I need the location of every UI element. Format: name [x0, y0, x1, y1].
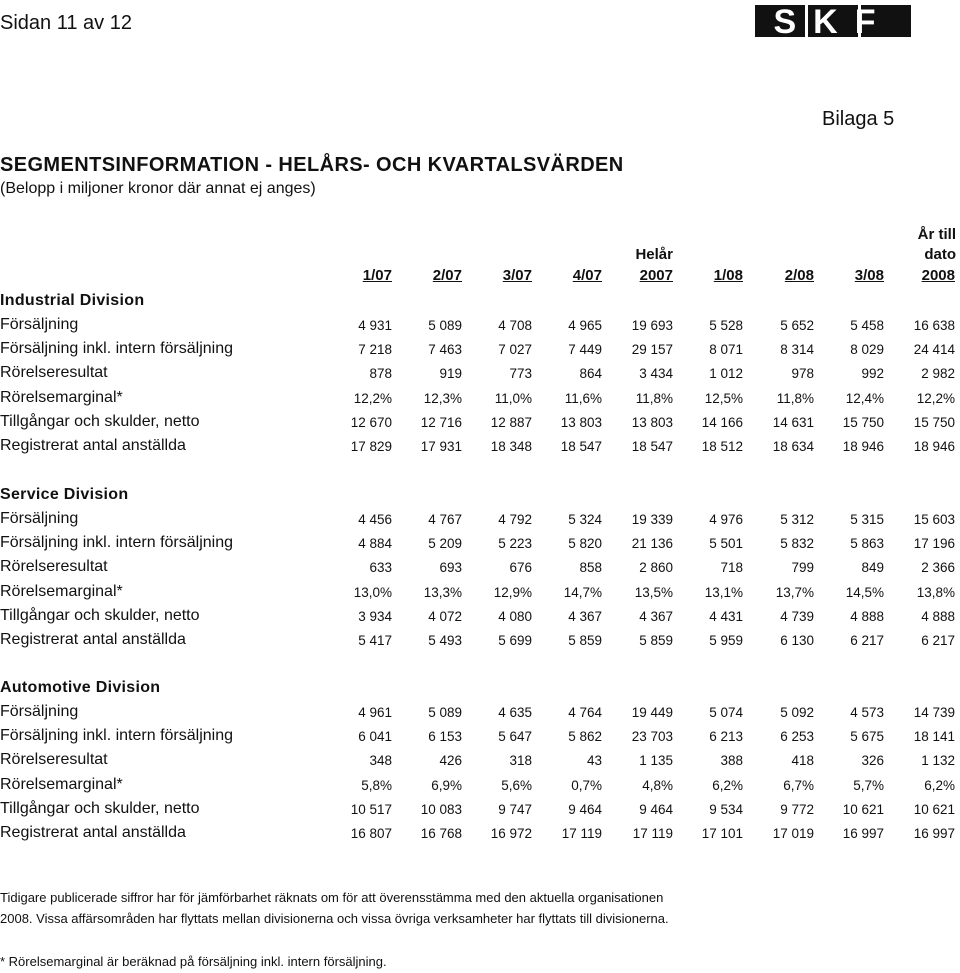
table-cell: 12,2% [353, 390, 392, 406]
table-cell: 1 132 [921, 753, 955, 769]
table-cell: 4 884 [358, 536, 392, 552]
table-cell: 6,7% [783, 777, 814, 793]
table-cell: 4 888 [921, 608, 955, 624]
table-cell: 14,7% [563, 584, 602, 600]
column-header: 2008 [921, 267, 955, 284]
table-cell: 1 135 [639, 753, 673, 769]
table-cell: 15 750 [913, 414, 955, 430]
table-cell: 17 196 [913, 536, 955, 552]
table-cell: 12,9% [493, 584, 532, 600]
table-cell: 978 [791, 366, 814, 382]
table-cell: 4 965 [568, 318, 602, 333]
table-row [0, 437, 960, 459]
table-cell: 388 [720, 753, 743, 769]
table-cell: 16 768 [420, 826, 462, 841]
table-cell: 1 012 [709, 366, 743, 382]
table-row [0, 340, 960, 362]
section-title: Service Division [0, 486, 129, 503]
table-cell: 17 101 [701, 826, 743, 841]
column-header: 3/07 [502, 267, 532, 284]
table-cell: 6 153 [428, 729, 462, 745]
table-cell: 12,3% [423, 390, 462, 406]
table-cell: 6,9% [431, 777, 462, 793]
table-cell: 7 218 [358, 342, 392, 358]
row-label: Tillgångar och skulder, netto [0, 412, 200, 430]
table-cell: 4 767 [428, 512, 462, 527]
table-cell: 17 119 [561, 826, 602, 841]
table-cell: 318 [509, 753, 532, 769]
table-cell: 5 859 [568, 633, 602, 648]
table-cell: 19 449 [631, 705, 673, 720]
table-cell: 6 217 [921, 633, 955, 648]
table-cell: 5 528 [709, 318, 743, 333]
table-row [0, 558, 960, 580]
table-cell: 9 747 [498, 801, 532, 817]
table-cell: 849 [861, 560, 884, 576]
row-label: Rörelseresultat [0, 364, 108, 382]
table-row [0, 776, 960, 798]
table-cell: 12,5% [704, 390, 743, 406]
table-cell: 5,7% [853, 777, 884, 793]
table-cell: 326 [861, 753, 884, 769]
table-cell: 18 512 [701, 439, 743, 454]
table-row [0, 800, 960, 822]
row-label: Försäljning [0, 703, 79, 720]
table-cell: 5 223 [498, 536, 532, 552]
section-title: Automotive Division [0, 679, 161, 696]
table-cell: 5 312 [780, 512, 814, 527]
table-cell: 9 464 [568, 801, 602, 817]
footnote-reclassification-1: Tidigare publicerade siffror har för jämförbarhet räknats om för att överensstämma med den aktuella organisationen [0, 890, 664, 905]
svg-text:SKF: SKF [773, 3, 893, 41]
table-cell: 2 982 [921, 366, 955, 382]
table-cell: 12,4% [845, 390, 884, 406]
table-cell: 13,3% [423, 584, 462, 600]
table-cell: 16 972 [490, 826, 532, 841]
page-number: Sidan 11 av 12 [0, 12, 132, 34]
table-cell: 2 860 [639, 560, 673, 576]
row-label: Rörelsemarginal* [0, 388, 123, 406]
table-cell: 5 458 [850, 318, 884, 333]
table-cell: 4 888 [850, 608, 884, 624]
table-cell: 13,0% [353, 584, 392, 600]
table-cell: 17 019 [772, 826, 814, 841]
table-cell: 5 315 [850, 512, 884, 527]
table-cell: 7 463 [428, 342, 462, 358]
table-cell: 5,6% [501, 777, 532, 793]
table-row [0, 413, 960, 435]
row-label: Rörelseresultat [0, 751, 108, 769]
table-row [0, 364, 960, 386]
row-label: Försäljning [0, 316, 79, 333]
table-cell: 5 959 [709, 633, 743, 648]
table-row [0, 631, 960, 653]
section-title: Industrial Division [0, 292, 145, 309]
table-cell: 18 348 [490, 439, 532, 454]
table-cell: 418 [791, 753, 814, 769]
table-cell: 13,1% [704, 584, 743, 600]
row-label: Registrerat antal anställda [0, 437, 186, 454]
table-cell: 3 934 [358, 608, 392, 624]
column-header: 2007 [639, 267, 673, 284]
row-label: Rörelseresultat [0, 558, 108, 576]
table-cell: 14 739 [913, 705, 955, 720]
table-row [0, 316, 960, 338]
table-cell: 718 [720, 560, 743, 576]
table-cell: 4 367 [568, 608, 602, 624]
table-cell: 4 961 [358, 705, 392, 720]
table-cell: 18 634 [772, 439, 814, 454]
table-row [0, 510, 960, 532]
table-cell: 24 414 [913, 342, 955, 358]
table-cell: 858 [579, 560, 602, 576]
footnote-margin-definition: * Rörelsemarginal är beräknad på försäljning inkl. intern försäljning. [0, 954, 387, 969]
table-cell: 23 703 [631, 729, 673, 745]
table-cell: 13 803 [560, 414, 602, 430]
table-cell: 18 547 [631, 439, 673, 454]
table-cell: 7 027 [498, 342, 532, 358]
table-row [0, 389, 960, 411]
column-group-ytd-line2: dato [924, 246, 956, 263]
table-cell: 5 493 [428, 633, 462, 648]
table-cell: 4 976 [709, 512, 743, 527]
table-cell: 878 [369, 366, 392, 382]
table-cell: 4 764 [568, 705, 602, 720]
table-cell: 773 [509, 366, 532, 382]
table-cell: 13 803 [631, 414, 673, 430]
table-cell: 6 217 [850, 633, 884, 648]
table-cell: 5 501 [709, 536, 743, 552]
table-cell: 4 080 [498, 608, 532, 624]
table-cell: 5 324 [568, 512, 602, 527]
table-cell: 43 [586, 753, 602, 769]
table-cell: 5 699 [498, 633, 532, 648]
table-cell: 5 089 [428, 705, 462, 720]
table-cell: 5 652 [780, 318, 814, 333]
table-cell: 7 449 [568, 342, 602, 358]
table-cell: 8 314 [780, 342, 814, 358]
table-cell: 4,8% [642, 777, 673, 793]
table-cell: 16 997 [842, 826, 884, 841]
table-cell: 6 130 [780, 633, 814, 648]
table-cell: 12 887 [490, 414, 532, 430]
table-row [0, 824, 960, 846]
table-cell: 10 621 [913, 801, 955, 817]
table-cell: 5 417 [358, 633, 392, 648]
table-row [0, 607, 960, 629]
table-cell: 12,2% [916, 390, 955, 406]
table-cell: 19 693 [631, 318, 673, 333]
column-header: 1/07 [362, 267, 392, 284]
table-cell: 4 072 [428, 608, 462, 624]
table-cell: 18 946 [842, 439, 884, 454]
table-cell: 919 [439, 366, 462, 382]
table-cell: 12 670 [350, 414, 392, 430]
table-row [0, 703, 960, 725]
table-cell: 15 603 [913, 512, 955, 527]
table-cell: 18 547 [560, 439, 602, 454]
column-group-full-year: Helår [635, 246, 673, 263]
page-title: SEGMENTSINFORMATION - HELÅRS- OCH KVARTALSVÄRDEN [0, 154, 624, 176]
table-cell: 11,8% [776, 390, 814, 406]
table-cell: 5 820 [568, 536, 602, 552]
table-cell: 14,5% [845, 584, 884, 600]
table-cell: 2 366 [921, 560, 955, 576]
column-header: 2/08 [784, 267, 814, 284]
table-cell: 864 [579, 366, 602, 382]
table-cell: 6,2% [712, 777, 743, 793]
row-label: Försäljning inkl. intern försäljning [0, 727, 233, 745]
row-label: Försäljning inkl. intern försäljning [0, 534, 233, 552]
table-cell: 6 041 [358, 729, 392, 745]
table-cell: 676 [509, 560, 532, 576]
table-cell: 5 089 [428, 318, 462, 333]
table-cell: 16 638 [913, 318, 955, 333]
table-cell: 5 675 [850, 729, 884, 745]
table-cell: 4 635 [498, 705, 532, 720]
table-cell: 9 772 [780, 801, 814, 817]
table-cell: 17 119 [632, 826, 673, 841]
table-cell: 10 083 [420, 801, 462, 817]
table-row [0, 751, 960, 773]
table-cell: 5 863 [850, 536, 884, 552]
row-label: Tillgångar och skulder, netto [0, 606, 200, 624]
table-cell: 17 829 [350, 439, 392, 454]
table-cell: 8 071 [709, 342, 743, 358]
column-header: 1/08 [713, 267, 743, 284]
table-cell: 13,5% [634, 584, 673, 600]
table-cell: 5 092 [780, 705, 814, 720]
table-cell: 15 750 [842, 414, 884, 430]
skf-logo [752, 1, 914, 41]
table-cell: 6 213 [709, 729, 743, 745]
column-header: 2/07 [432, 267, 462, 284]
footnote-reclassification-2: 2008. Vissa affärsområden har flyttats mellan divisionerna och vissa övriga verksamheter har flyttats till divisionerna. [0, 911, 669, 926]
table-cell: 12 716 [420, 414, 462, 430]
row-label: Registrerat antal anställda [0, 824, 186, 841]
row-label: Rörelsemarginal* [0, 582, 123, 600]
table-cell: 9 464 [639, 801, 673, 817]
table-cell: 426 [439, 753, 462, 769]
table-cell: 0,7% [571, 777, 602, 793]
table-cell: 17 931 [420, 439, 462, 454]
table-cell: 14 166 [701, 414, 743, 430]
row-label: Försäljning [0, 510, 79, 527]
table-cell: 6 253 [780, 729, 814, 745]
table-cell: 799 [791, 560, 814, 576]
table-cell: 29 157 [631, 342, 673, 358]
table-row [0, 583, 960, 605]
table-cell: 18 946 [913, 439, 955, 454]
table-cell: 4 367 [639, 608, 673, 624]
table-cell: 693 [439, 560, 462, 576]
table-cell: 13,7% [775, 584, 814, 600]
table-cell: 16 807 [350, 826, 392, 841]
table-cell: 4 573 [850, 705, 884, 720]
table-cell: 10 621 [842, 801, 884, 817]
column-header: 4/07 [572, 267, 602, 284]
table-cell: 348 [369, 753, 392, 769]
table-cell: 5 859 [639, 633, 673, 648]
table-cell: 4 708 [498, 318, 532, 333]
table-cell: 8 029 [850, 342, 884, 358]
table-cell: 4 931 [358, 318, 392, 333]
appendix-label: Bilaga 5 [822, 108, 895, 130]
row-label: Registrerat antal anställda [0, 631, 186, 648]
table-cell: 11,6% [564, 390, 602, 406]
table-cell: 6,2% [924, 777, 955, 793]
table-cell: 4 456 [358, 512, 392, 527]
table-cell: 9 534 [709, 801, 743, 817]
table-cell: 3 434 [639, 366, 673, 382]
table-cell: 16 997 [913, 826, 955, 841]
table-row [0, 534, 960, 556]
page-subtitle: (Belopp i miljoner kronor där annat ej anges) [0, 180, 316, 197]
table-cell: 5 862 [568, 729, 602, 745]
table-cell: 5 209 [428, 536, 462, 552]
table-cell: 18 141 [913, 729, 955, 745]
table-cell: 4 431 [709, 608, 743, 624]
table-cell: 19 339 [631, 512, 673, 527]
row-label: Rörelsemarginal* [0, 775, 123, 793]
table-cell: 5 074 [709, 705, 743, 720]
table-cell: 992 [861, 366, 884, 382]
table-cell: 11,8% [635, 390, 673, 406]
column-header: 3/08 [854, 267, 884, 284]
table-cell: 13,8% [916, 584, 955, 600]
table-cell: 5,8% [361, 777, 392, 793]
table-cell: 4 739 [780, 608, 814, 624]
row-label: Försäljning inkl. intern försäljning [0, 340, 233, 358]
table-cell: 14 631 [772, 414, 814, 430]
table-cell: 4 792 [498, 512, 532, 527]
table-cell: 633 [369, 560, 392, 576]
table-cell: 5 832 [780, 536, 814, 552]
table-cell: 11,0% [494, 390, 532, 406]
column-group-ytd-line1: År till [917, 226, 956, 243]
table-cell: 21 136 [631, 536, 673, 552]
table-cell: 10 517 [350, 801, 392, 817]
row-label: Tillgångar och skulder, netto [0, 799, 200, 817]
table-cell: 5 647 [498, 729, 532, 745]
table-row [0, 727, 960, 749]
